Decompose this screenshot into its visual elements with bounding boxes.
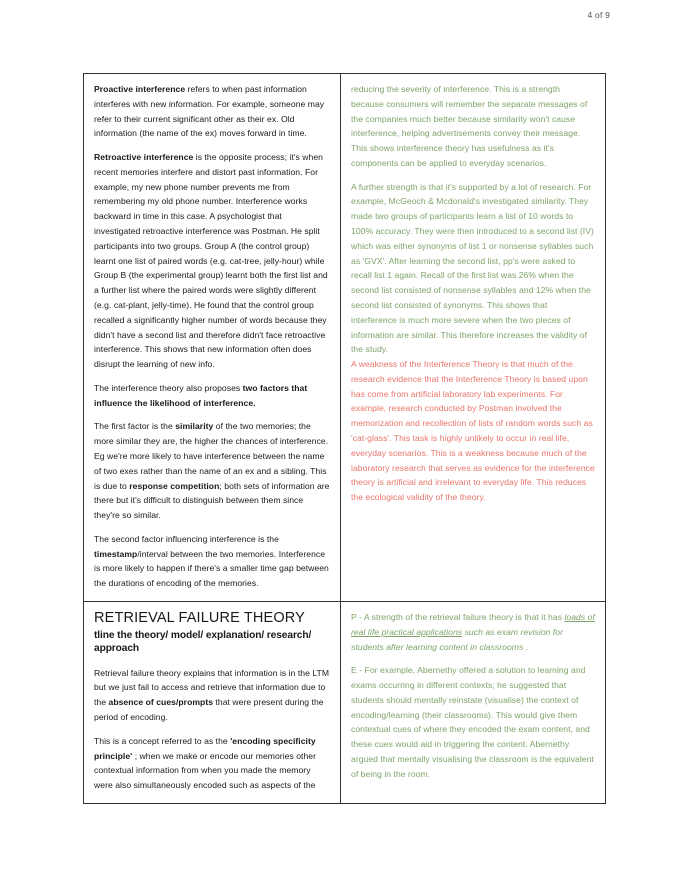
- paragraph-two-factors: [94, 381, 330, 411]
- text-run: The interference theory also proposes: [94, 382, 243, 393]
- emphasis-bold: response competition: [129, 480, 220, 491]
- text-run: A weakness of the Interference Theory is that much of the research evidence that the Interference Theory is based upon has come from artificial laboratory lab experiments. For example, research conducted by Postman involved the memorization and recollection of lists of random words such as 'cat-glass'. This task is highly unlikely to occur in real life, everyday scenarios. This is a weakness because much of the laboratory research that serves as evidence for the interference theory is artificial and irrelevant to everyday life. This reduces the ecological validity of the theory.: [351, 359, 595, 503]
- text-run: This is a concept referred to as the: [94, 735, 231, 746]
- emphasis-bold: similarity: [175, 421, 214, 432]
- paragraph-proactive: [94, 82, 330, 141]
- text-run: Retrieval failure theory explains that information is in the LTM but we just fail to access and retrieve that information due to the: [94, 667, 330, 708]
- emphasis-underline-italic: loads of real life practical applications: [351, 612, 595, 637]
- revision-notes-table: [83, 73, 606, 804]
- emphasis-bold: two factors that influence the likelihood of interference.: [94, 382, 308, 408]
- table-row: [84, 602, 606, 804]
- text-run: The second factor influencing interference is the: [94, 533, 279, 544]
- paragraph-weakness-artificial: [351, 357, 595, 505]
- paragraph-strength-research: [351, 180, 595, 357]
- text-run: ; both sets of information are there but it's difficult to distinguish between them since they're so similar.: [94, 480, 330, 521]
- paragraph-second-factor: [94, 532, 330, 591]
- paragraph-strength-application: [351, 82, 595, 171]
- page-number-indicator: 4 of 9: [587, 10, 610, 20]
- theory-subtitle: tline the theory/ model/ explanation/ research/ approach: [94, 629, 312, 655]
- theory-title: RETRIEVAL FAILURE THEORY: [94, 610, 305, 626]
- text-run: The first factor is the: [94, 421, 176, 432]
- page-header: [0, 0, 680, 36]
- evaluation-weakness-block: [351, 357, 595, 505]
- text-run: .: [523, 641, 529, 652]
- emphasis-italic: such as exam revision for students after learning content in classrooms: [351, 626, 564, 652]
- notes-block: [94, 82, 330, 591]
- paragraph-rft-definition: [94, 666, 330, 725]
- evaluation-strength-block: [351, 610, 595, 782]
- emphasis-bold: Proactive interference: [94, 84, 186, 94]
- emphasis-bold: absence of cues/prompts: [108, 697, 214, 708]
- evaluation-body: [351, 82, 595, 505]
- interference-evaluation-cell: [341, 74, 606, 602]
- interference-notes-cell: [84, 74, 341, 602]
- evaluation-strength-block: [351, 82, 595, 357]
- paragraph-first-factor: [94, 419, 330, 522]
- text-run: is the opposite process; it's when recent memories interfere and distort past information. For example, my new phone number prevents me from remembering my old phone number. Interference works backward in time in this case. A psychologist that investigated retroactive interference was Postman. He split participants into two groups. Group A (the control group) learnt one list of paired words (e.g. cat-tree, jelly-hour) while Group B (the experimental group) learnt both the first list and a further list where the paired words were slightly different (e.g. cat-plant, jelly-time). He found that the control group recalled a significantly higher number of words because they didn't have a second list and therefore didn't face retroactive interference. This shows that new information often does disrupt the learning of new info.: [94, 152, 328, 370]
- text-run: reducing the severity of interference. This is a strength because consumers will remember the separate messages of the companies much better because similarity won't cause interference, helping advertisements convey their message. This shows interference theory has usefulness as it's components can be applied to everyday scenarios.: [351, 84, 588, 168]
- notes-body: [94, 666, 330, 793]
- paragraph-rft-point: [351, 610, 595, 654]
- emphasis-bold: Retroactive interference: [94, 152, 194, 163]
- table-row: [84, 74, 606, 602]
- retrieval-failure-evaluation-cell: [341, 602, 606, 804]
- text-run: A further strength is that it's supported by a lot of research. For example, McGeoch & Mcdonald's investigated similarity. They made two groups of participants learn a list of 10 words to 100% accuracy. They were then introduced to a second list (IV) which was either synonyms of list 1 or nonsense syllables such as 'GVX'. After learning the second list, pp's were asked to recall list 1 again. Recall of the first list was 26% when the second list consisted of nonsense syllables and 12% when the second list consisted of synonyms. This shows that interference is much more severe when the two pieces of information are similar. This therefore increases the validity of the study.: [351, 181, 594, 355]
- evaluation-body: [351, 610, 595, 782]
- notes-body: [94, 82, 330, 591]
- paragraph-rft-example: [351, 663, 595, 781]
- paragraph-rft-encoding-specificity: [94, 734, 330, 793]
- notes-block: [94, 666, 330, 793]
- text-run: E - For example, Abernethy offered a solution to learning and exams occurring in different contexts; he suggested that students should mentally reinstate (visualise) the context of encoding/learning (their classrooms). This would give them contextual cues of where they encoded the exam content, and these cues would aid in triggering the content. Abernethy argued that mentally visualising the classroom is the equivalent of being in the room.: [351, 665, 594, 779]
- retrieval-failure-notes-cell: [84, 602, 341, 804]
- emphasis-bold: 'encoding specificity principle': [94, 735, 316, 761]
- text-run: of the two memories; the more similar they are, the higher the chances of interference. Eg we're more likely to have interference between the name of two exes rather than the name of an ex and a sibling. This is due to: [94, 421, 329, 491]
- text-run: P - A strength of the retrieval failure theory is that it has: [351, 612, 565, 622]
- text-run: that were present during the period of encoding.: [94, 697, 324, 722]
- text-run: /interval between the two memories. Interference is more likely to happen if there's a smaller time gap between the durations of encoding of the memories.: [94, 548, 329, 589]
- text-run: refers to when past information interferes with new information. For example, someone may refer to their current significant other as their ex. Old information (the name of the ex) moves forward in time.: [94, 84, 325, 139]
- paragraph-retroactive: [94, 150, 330, 372]
- text-run: ; when we make or encode our memories other contextual information from when you made the memory were also simultaneously encoded such as aspects of the: [94, 750, 317, 791]
- emphasis-bold: timestamp: [94, 548, 138, 559]
